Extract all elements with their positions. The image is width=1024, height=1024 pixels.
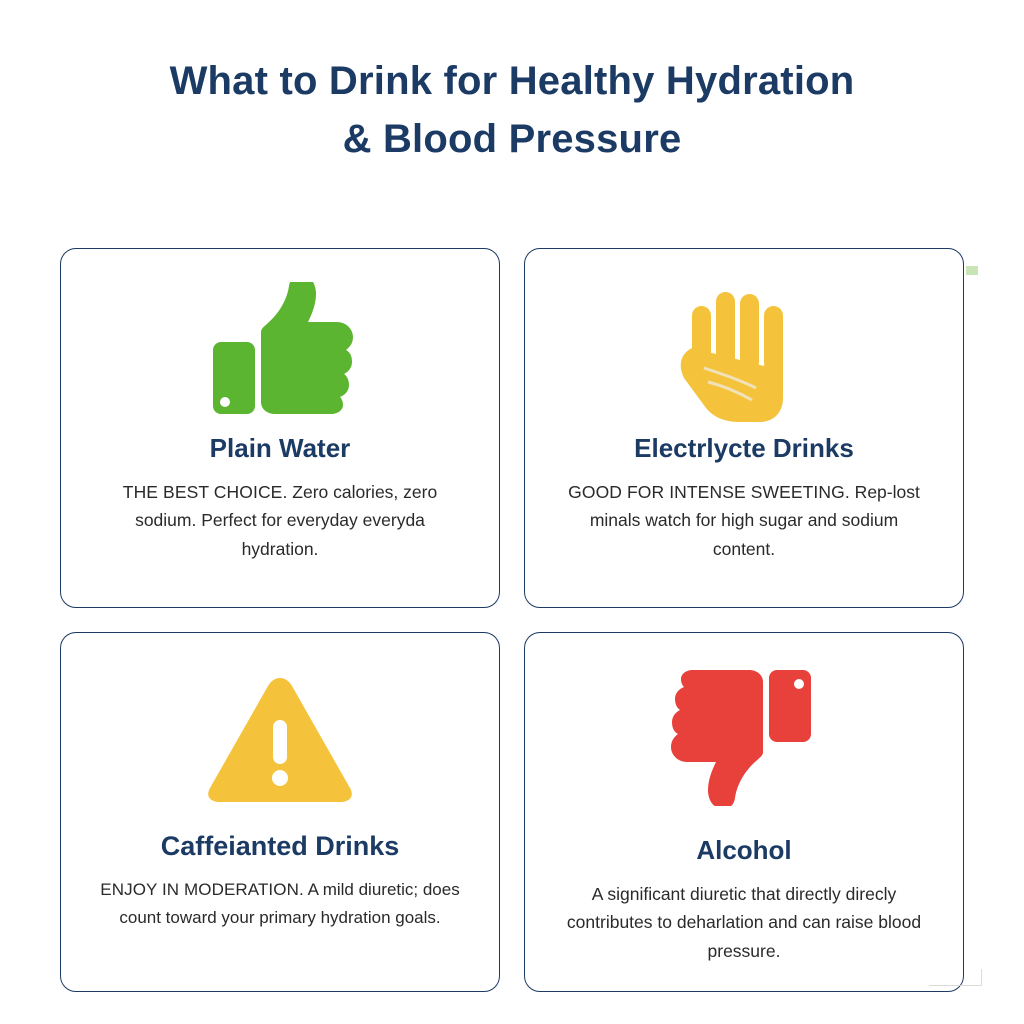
card-body-plain-water	[100, 478, 460, 563]
card-body-lead-caffeinated-drinks: ENJOY IN MODERATION.	[100, 880, 304, 899]
card-plain-water	[60, 248, 500, 608]
card-title-caffeinated-drinks: Caffeianted Drinks	[160, 831, 400, 861]
card-body-alcohol	[564, 880, 924, 965]
page-title	[0, 0, 1024, 168]
card-body-electrolyte-drinks	[564, 478, 924, 563]
page-title-line-2: & Blood Pressure	[342, 117, 682, 161]
thumbs-down-icon	[669, 661, 819, 811]
card-body-rest-caffeinated-drinks: A mild diuretic; does count toward your primary hydration goals.	[119, 880, 460, 927]
card-title-plain-water: Plain Water	[209, 433, 351, 463]
open-hand-icon	[674, 277, 814, 427]
card-body-caffeinated-drinks	[100, 876, 460, 931]
card-electrolyte-drinks	[524, 248, 964, 608]
warning-triangle-icon	[205, 663, 355, 813]
card-body-lead-plain-water: THE BEST CHOICE.	[122, 482, 288, 502]
card-body-rest-electrolyte-drinks: Rep-lost minals watch for high sugar and sodium content.	[589, 482, 920, 559]
card-body-rest-plain-water: Zero calories, zero sodium. Perfect for everyday everyda hydration.	[135, 482, 438, 559]
card-alcohol	[524, 632, 964, 992]
card-title-alcohol: Alcohol	[696, 835, 792, 865]
image-artifact-mark-bottom	[929, 969, 982, 986]
card-body-rest-alcohol: A significant diuretic that directly direcly contributes to deharlation and can raise blood pressure.	[566, 884, 922, 961]
card-title-electrolyte-drinks: Electrlycte Drinks	[634, 433, 854, 463]
thumbs-up-icon	[205, 277, 355, 427]
page-title-line-1: What to Drink for Healthy Hydration	[169, 59, 855, 103]
card-caffeinated-drinks	[60, 632, 500, 992]
card-body-lead-electrolyte-drinks: GOOD FOR INTENSE SWEETING.	[568, 482, 850, 502]
card-grid	[60, 248, 964, 992]
image-artifact-mark-top	[966, 266, 978, 275]
